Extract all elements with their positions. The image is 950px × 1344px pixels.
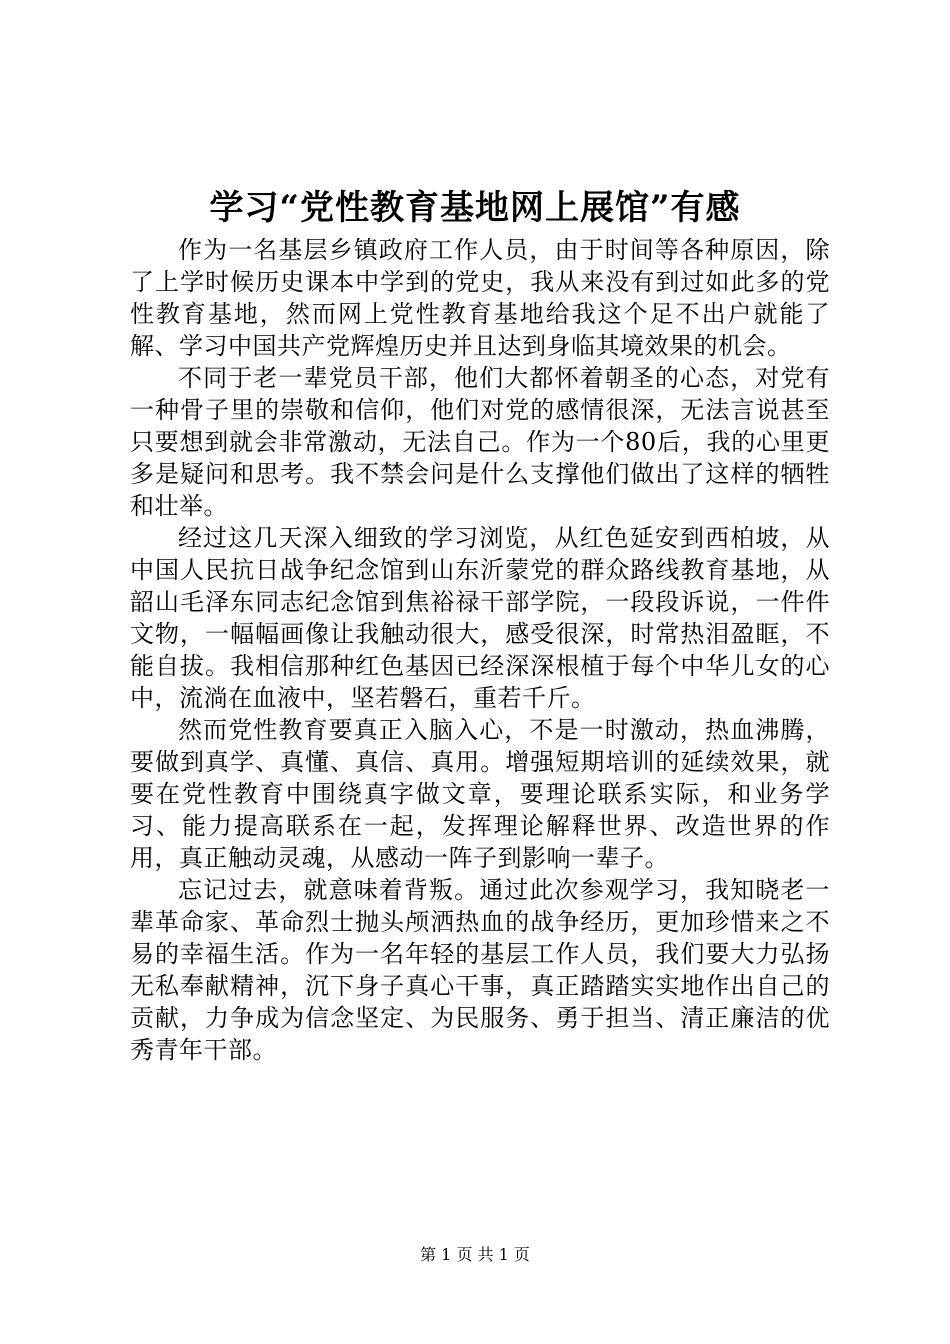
paragraph-3: 经过这几天深入细致的学习浏览，从红色延安到西柏坡，从中国人民抗日战争纪念馆到山东沂蒙党的群众路线教育基地，从韶山毛泽东同志纪念馆到焦裕禄干部学院，一段段诉说，一件件文物，一幅幅画像让我触动很大，感受很深，时常热泪盈眶，不能自拔。我相信那种红色基因已经深深根植于每个中华儿女的心中，流淌在血液中，坚若磐石，重若千斤。 xyxy=(130,524,830,712)
paragraph-1: 作为一名基层乡镇政府工作人员，由于时间等各种原因，除了上学时候历史课本中学到的党史，我从来没有到过如此多的党性教育基地，然而网上党性教育基地给我这个足不出户就能了解、学习中国共产党辉煌历史并且达到身临其境效果的机会。 xyxy=(130,236,830,360)
paragraph-2: 不同于老一辈党员干部，他们大都怀着朝圣的心态，对党有一种骨子里的崇敬和信仰，他们对党的感情很深，无法言说甚至只要想到就会非常激动，无法自己。作为一个80后，我的心里更多是疑问和思考。我不禁会问是什么支撑他们做出了这样的牺牲和壮举。 xyxy=(130,364,830,520)
document-title: 学习“党性教育基地网上展馆”有感 xyxy=(209,188,741,228)
page-footer: 第 1 页 共 1 页 xyxy=(420,1245,530,1264)
paragraph-5: 忘记过去，就意味着背叛。通过此次参观学习，我知晓老一辈革命家、革命烈士抛头颅洒热血的战争经历，更加珍惜来之不易的幸福生活。作为一名年轻的基层工作人员，我们要大力弘扬无私奉献精神，沉下身子真心干事，真正踏踏实实地作出自己的贡献，力争成为信念坚定、为民服务、勇于担当、清正廉洁的优秀青年干部。 xyxy=(130,876,830,1064)
document-body xyxy=(130,234,830,1066)
paragraph-4: 然而党性教育要真正入脑入心，不是一时激动，热血沸腾，要做到真学、真懂、真信、真用。增强短期培训的延续效果，就要在党性教育中围绕真字做文章，要理论联系实际，和业务学习、能力提高联系在一起，发挥理论解释世界、改造世界的作用，真正触动灵魂，从感动一阵子到影响一辈子。 xyxy=(130,716,830,872)
